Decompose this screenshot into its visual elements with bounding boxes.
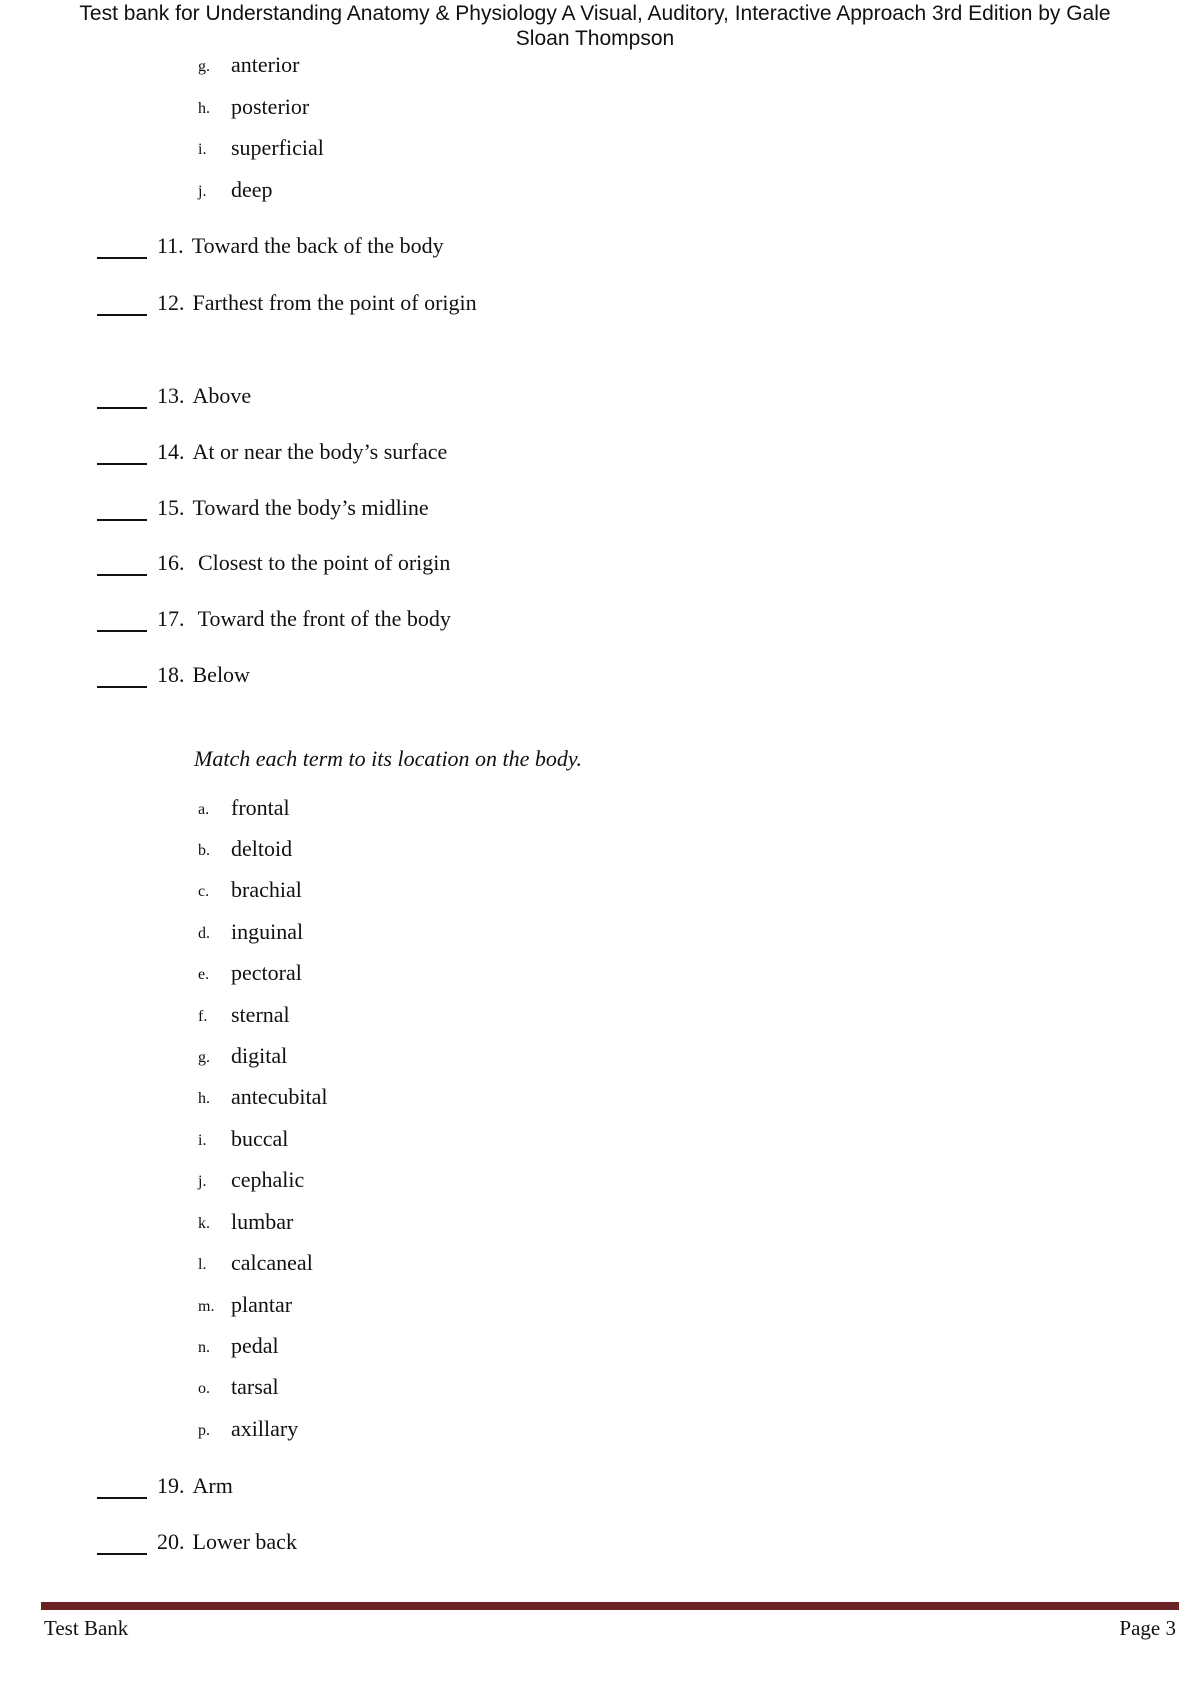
question-text: Arm <box>192 1473 233 1498</box>
option-letter: f. <box>198 1008 208 1025</box>
question-text: Closest to the point of origin <box>192 550 451 575</box>
option-letter: c. <box>198 883 210 900</box>
option-letter: o. <box>198 1380 210 1397</box>
answer-blank[interactable] <box>97 385 147 409</box>
question-number: 15. <box>157 495 185 520</box>
option-letter: p. <box>198 1422 210 1439</box>
option-item <box>198 1039 287 1073</box>
option-term: superficial <box>231 135 324 160</box>
option-letter: h. <box>198 100 210 117</box>
option-term: cephalic <box>231 1167 305 1192</box>
question-row <box>97 229 444 263</box>
option-item <box>198 173 273 207</box>
option-term: brachial <box>231 877 302 902</box>
option-item <box>198 915 303 949</box>
option-item <box>198 1412 298 1446</box>
header-title-line-2: Sloan Thompson <box>515 27 675 50</box>
answer-blank[interactable] <box>97 1531 147 1555</box>
option-item <box>198 1370 279 1404</box>
option-letter: m. <box>198 1298 215 1315</box>
option-letter: j. <box>198 1173 207 1190</box>
question-row <box>97 1469 233 1503</box>
question-text: Farthest from the point of origin <box>192 290 477 315</box>
answer-blank[interactable] <box>97 608 147 632</box>
option-letter: l. <box>198 1256 207 1273</box>
question-number: 12. <box>157 290 185 315</box>
question-number: 14. <box>157 439 185 464</box>
question-number: 19. <box>157 1473 185 1498</box>
option-letter: i. <box>198 1132 207 1149</box>
option-term: sternal <box>231 1002 290 1027</box>
option-term: deep <box>231 177 273 202</box>
question-text: At or near the body’s surface <box>192 439 448 464</box>
option-item <box>198 131 324 165</box>
option-term: pectoral <box>231 960 302 985</box>
question-row <box>97 1525 297 1559</box>
option-letter: i. <box>198 141 207 158</box>
answer-blank[interactable] <box>97 664 147 688</box>
option-item <box>198 1246 313 1280</box>
question-number: 18. <box>157 662 185 687</box>
question-text: Toward the back of the body <box>191 233 444 258</box>
option-letter: e. <box>198 966 210 983</box>
option-term: buccal <box>231 1126 289 1151</box>
question-text: Above <box>192 383 252 408</box>
question-text: Toward the front of the body <box>192 606 451 631</box>
question-row <box>97 491 429 525</box>
question-row <box>97 658 250 692</box>
option-letter: h. <box>198 1090 210 1107</box>
option-item <box>198 873 302 907</box>
question-text: Lower back <box>192 1529 297 1554</box>
option-item <box>198 1080 328 1114</box>
option-term: deltoid <box>231 836 293 861</box>
question-text: Below <box>192 662 250 687</box>
option-term: plantar <box>231 1292 293 1317</box>
option-term: anterior <box>231 52 300 77</box>
option-item <box>198 791 290 825</box>
option-term: inguinal <box>231 919 304 944</box>
answer-blank[interactable] <box>97 292 147 316</box>
question-text: Toward the body’s midline <box>192 495 429 520</box>
question-number: 13. <box>157 383 185 408</box>
option-item <box>198 1288 292 1322</box>
option-item <box>198 1122 288 1156</box>
option-letter: a. <box>198 801 210 818</box>
footer-label: Test Bank <box>44 1616 129 1640</box>
option-item <box>198 832 292 866</box>
option-item <box>198 956 302 990</box>
option-letter: d. <box>198 925 210 942</box>
answer-blank[interactable] <box>97 235 147 259</box>
option-letter: g. <box>198 58 210 75</box>
question-number: 11. <box>157 233 184 258</box>
option-letter: b. <box>198 842 210 859</box>
section-instruction: Match each term to its location on the body. <box>194 746 582 771</box>
question-number: 20. <box>157 1529 185 1554</box>
option-item <box>198 998 290 1032</box>
option-item <box>198 1163 304 1197</box>
option-item <box>198 48 299 82</box>
question-row <box>97 435 447 469</box>
option-term: calcaneal <box>231 1250 313 1275</box>
option-letter: g. <box>198 1049 210 1066</box>
option-item <box>198 1329 279 1363</box>
question-row <box>97 286 477 320</box>
option-letter: j. <box>198 183 207 200</box>
question-row <box>97 546 450 580</box>
header-title-line-1: Test bank for Understanding Anatomy & Physiology A Visual, Auditory, Interactive Approach 3rd Edition by Gale <box>79 2 1111 25</box>
footer-rule <box>41 1602 1179 1610</box>
option-term: antecubital <box>231 1084 328 1109</box>
page-header <box>0 0 1190 51</box>
page-number: Page 3 <box>1119 1616 1176 1640</box>
option-term: lumbar <box>231 1209 294 1234</box>
option-term: digital <box>231 1043 288 1068</box>
option-term: frontal <box>231 795 290 820</box>
answer-blank[interactable] <box>97 552 147 576</box>
option-term: posterior <box>231 94 310 119</box>
question-number: 17. <box>157 606 185 631</box>
option-item <box>198 90 309 124</box>
question-number: 16. <box>157 550 185 575</box>
option-term: pedal <box>231 1333 279 1358</box>
question-row <box>97 379 251 413</box>
answer-blank[interactable] <box>97 497 147 521</box>
option-letter: n. <box>198 1339 210 1356</box>
option-letter: k. <box>198 1215 210 1232</box>
option-term: tarsal <box>231 1374 279 1399</box>
answer-blank[interactable] <box>97 441 147 465</box>
option-term: axillary <box>231 1416 299 1441</box>
question-row <box>97 602 451 636</box>
option-item <box>198 1205 293 1239</box>
answer-blank[interactable] <box>97 1475 147 1499</box>
